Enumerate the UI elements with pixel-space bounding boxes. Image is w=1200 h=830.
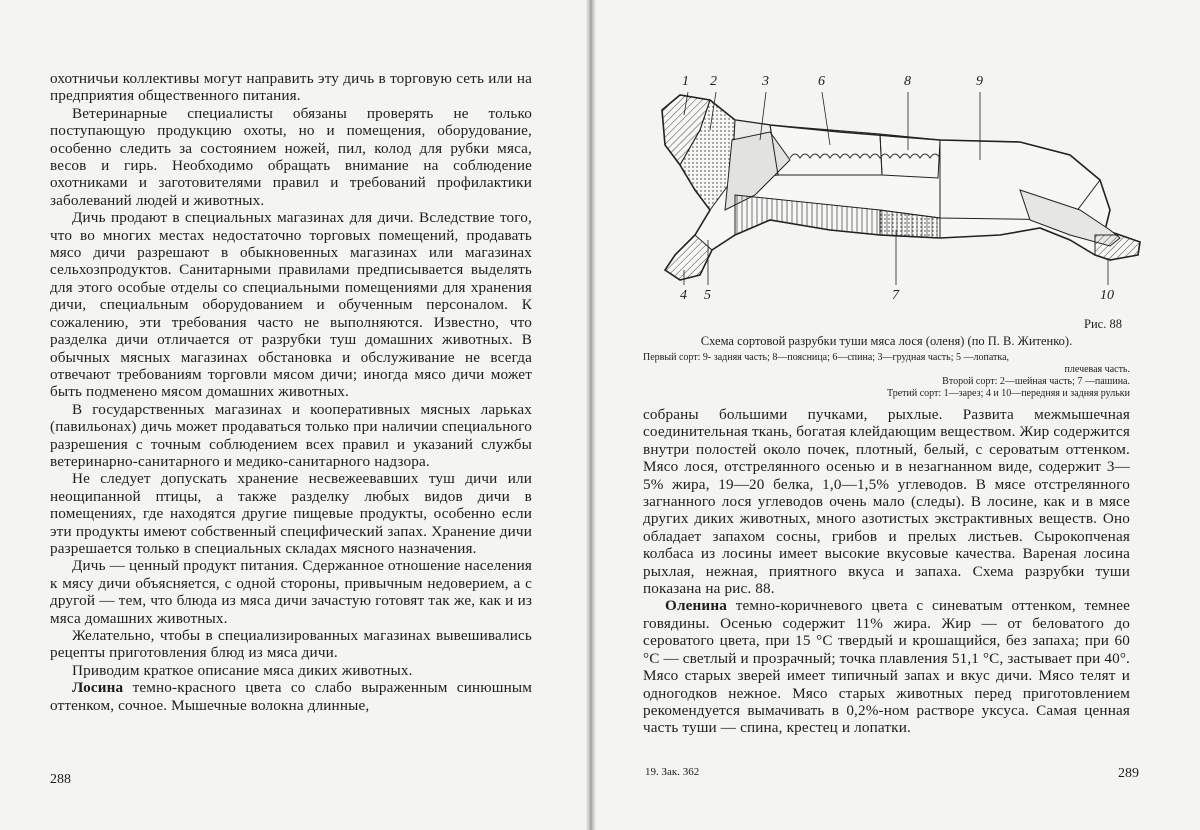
region-hind-shank [1095,235,1140,260]
paragraph: Приводим краткое описание мяса диких животных. [72,661,413,679]
book-gutter [586,0,596,830]
figure-number: Рис. 88 [1084,317,1122,331]
figure-label: 3 [762,74,769,89]
figure-label: 4 [680,288,687,303]
figure-label: 1 [682,74,689,89]
figure-label: 2 [710,74,717,89]
term-olenina: Оленина [665,597,727,615]
figure-label: 6 [818,74,825,89]
right-page-text [643,406,1130,737]
paragraph: собраны большими пучками, рыхлые. Развита межмышечная соединительная ткань, богатая клейдающим веществом. Жир содержится внутри полостей около почек, плотный, белый, с сероватым оттенком. Мясо лося, отстрелянного осенью и в незагнанном виде, содержит 3—5% жира, 19—20 белка, 1,0—1,5% углеводов. В мясе отстрелянного загнанного лося углеводов очень мало (следы). В лосине, как и в мясе других диких животных, много азотистых экстрактивных веществ. Оно обладает запахом сосны, грибов и прелых листьев. Сырокопченая колбаса из лосины имеет высокие вкусовые качества. Вареная лосина рыхлая, нежная, приятного вкуса и запаха. Схема разрубки туши показана на рис. 88. [643,406,1130,598]
figure-label: 5 [704,288,711,303]
figure-label: 8 [904,74,911,89]
figure-caption-line: Второй сорт: 2—шейная часть; 7 —пашина. [942,376,1130,387]
figure-label: 7 [892,288,899,303]
paragraph-olenina [643,597,1130,736]
figure-title: Схема сортовой разрубки туши мяса лося (оленя) (по П. В. Житенко). [700,334,1073,348]
page-number-right: 289 [1118,766,1139,781]
paragraph: Желательно, чтобы в специализированных магазинах вывешивались рецепты приготовления блюд из мяса дичи. [50,627,532,662]
paragraph: Ветеринарные специалисты обязаны проверять не только поступающую продукцию охоты, но и помещения, оборудование, особенно следить за состоянием ножей, пил, колод для рубки мяса, весов и гирь. Необходимо обращать внимание на соблюдение охотниками и заготовителями правил и требований профилактики заболеваний людей и животных. [50,104,532,209]
paragraph: В государственных магазинах и кооперативных мясных ларьках (павильонах) дичь может продаваться только при наличии специального разрешения с точным соблюдением всех правил и указаний службы ветеринарно-санитарного и медико-санитарного надзора. [50,400,532,470]
printer-mark: 19. Зак. 362 [645,766,700,778]
paragraph: охотничьи коллективы могут направить эту дичь в торговую сеть или на предприятия общественного питания. [50,70,532,105]
left-page-text [50,70,532,714]
figure-caption-line: Третий сорт: 1—зарез; 4 и 10—передняя и задняя рульки [886,388,1130,399]
carcass-cut-diagram [640,70,1150,310]
paragraph: Дичь продают в специальных магазинах для дичи. Вследствие того, что во многих местах недостаточно торговых помещений, продавать мясо дичи разрешают в обыкновенных магазинах или магазинах сельхозпродуктов. Санитарными правилами предписывается выделять для этого особые отделы со специальными помещениями для хранения дичи, специальным оборудованием и обученным персоналом. К сожалению, эти требования часто не выполняются. Известно, что разделка дичи отличается от разрубки туш домашних животных. В обычных мясных магазинах обстановка и обслуживание не всегда отвечают требованиям торговли мясом дичи; иногда мясо дичи может быть подменено мясом домашних животных. [50,209,532,401]
paragraph-losina [50,679,532,714]
carcass-svg [640,70,1150,310]
paragraph: Не следует допускать хранение несвежеевавших туш дичи или неощипанной птицы, а также разделку любых видов дичи в помещениях, где находятся другие пищевые продукты, особенно если эти продукты имеют собственный специфический запах. Хранение дичи разрешается только в специальных складах мясного назначения. [50,470,532,557]
paragraph-text: темно-красного цвета со слабо выраженным синюшным оттенком, сочное. Мышечные волокна длинные, [50,679,532,714]
figure-label: 9 [976,74,983,89]
figure-caption-line: Первый сорт: 9- задняя часть; 8—поясница; 6—спина; 3—грудная часть; 5 —лопатка, [643,352,1010,363]
page-number-left: 288 [50,772,71,787]
figure-caption-line: плечевая часть. [1064,364,1130,375]
term-losina: Лосина [72,679,124,697]
paragraph: Дичь — ценный продукт питания. Сдержанное отношение населения к мясу дичи объясняется, с одной стороны, привычным недоверием, а с другой — тем, что блюда из мяса дичи зачастую готовят так же, как и из мяса домашних животных. [50,557,532,627]
paragraph-text: темно-коричневого цвета с синеватым оттенком, темнее говядины. Осенью содержит 11% жира. Жир — от беловатого до сероватого цвета, при 15 °C твердый и крошащийся, без запаха; при 60 °C — светлый и прозрачный; точка плавления 51,1 °C, застывает при 40°. Мясо старых зверей имеет типичный запах и вкус дичи. Мясо телят и одногодков нежное. Мясо старых животных перед приготовлением рекомендуется вымачивать в 0,2%-ном растворе уксуса. Самая ценная часть туши — спина, крестец и лопатки. [643,597,1130,737]
figure-label: 10 [1100,288,1114,303]
